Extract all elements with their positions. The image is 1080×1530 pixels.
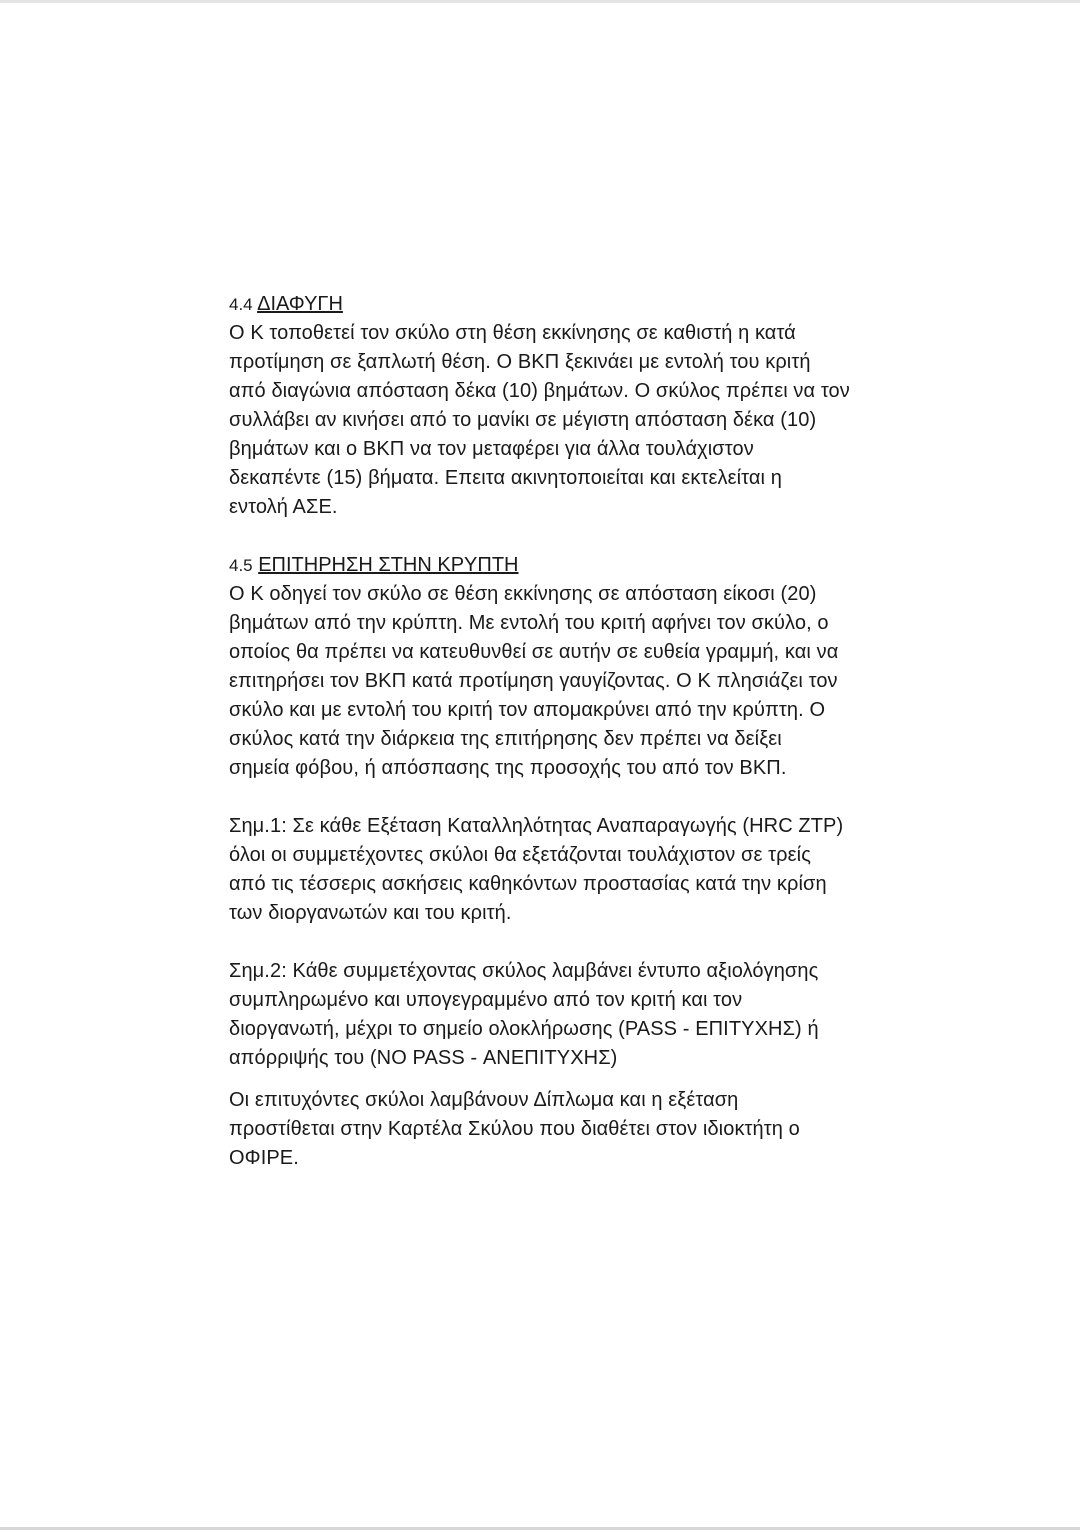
body-line: προτίμηση σε ξαπλωτή θέση. Ο ΒΚΠ ξεκινάει με εντολή του κριτή [229, 351, 811, 373]
section-number: 4.4 [229, 295, 253, 314]
document-page [229, 290, 909, 1173]
note-1 [229, 812, 909, 928]
body-line: σημεία φόβου, ή απόσπασης της προσοχής του από τον ΒΚΠ. [229, 757, 787, 779]
section-4-5 [229, 551, 909, 783]
section-number: 4.5 [229, 556, 253, 575]
body-line: Ο Κ οδηγεί τον σκύλο σε θέση εκκίνησης σε απόσταση είκοσι (20) [229, 583, 817, 605]
note-line: Σημ.1: Σε κάθε Εξέταση Καταλληλότητας Αναπαραγωγής (HRC ZTP) [229, 815, 844, 837]
closing-line: ΟΦΙΡΕ. [229, 1147, 299, 1169]
body-line: δεκαπέντε (15) βήματα. Επειτα ακινητοποιείται και εκτελείται η [229, 467, 782, 489]
section-body [229, 580, 909, 783]
page-top-edge [0, 0, 1080, 3]
body-line: βημάτων από την κρύπτη. Με εντολή του κριτή αφήνει τον σκύλο, ο [229, 612, 829, 634]
body-line: σκύλος κατά την διάρκεια της επιτήρησης δεν πρέπει να δείξει [229, 728, 782, 750]
section-title: ΕΠΙΤΗΡΗΣΗ ΣΤΗΝ ΚΡΥΠΤΗ [258, 554, 519, 576]
body-line: επιτηρήσει τον ΒΚΠ κατά προτίμηση γαυγίζοντας. Ο Κ πλησιάζει τον [229, 670, 838, 692]
body-line: από διαγώνια απόσταση δέκα (10) βημάτων. Ο σκύλος πρέπει να τον [229, 380, 850, 402]
body-line: συλλάβει αν κινήσει από το μανίκι σε μέγιστη απόσταση δέκα (10) [229, 409, 817, 431]
closing-paragraph [229, 1086, 909, 1173]
closing-body [229, 1086, 909, 1173]
note-body [229, 957, 909, 1073]
note-2 [229, 957, 909, 1073]
body-line: σκύλο και με εντολή του κριτή τον απομακρύνει από την κρύπτη. Ο [229, 699, 826, 721]
body-line: βημάτων και ο ΒΚΠ να τον μεταφέρει για άλλα τουλάχιστον [229, 438, 754, 460]
body-line: οποίος θα πρέπει να κατευθυνθεί σε αυτήν σε ευθεία γραμμή, και να [229, 641, 839, 663]
note-line: διοργανωτή, μέχρι το σημείο ολοκλήρωσης (PASS - ΕΠΙΤΥΧΗΣ) ή [229, 1018, 819, 1040]
note-line: συμπληρωμένο και υπογεγραμμένο από τον κριτή και τον [229, 989, 743, 1011]
section-body [229, 319, 909, 522]
note-body [229, 812, 909, 928]
note-line: Σημ.2: Κάθε συμμετέχοντας σκύλος λαμβάνει έντυπο αξιολόγησης [229, 960, 819, 982]
body-line: Ο Κ τοποθετεί τον σκύλο στη θέση εκκίνησης σε καθιστή η κατά [229, 322, 796, 344]
note-line: από τις τέσσερις ασκήσεις καθηκόντων προστασίας κατά την κρίση [229, 873, 827, 895]
section-heading [229, 290, 909, 319]
note-line: όλοι οι συμμετέχοντες σκύλοι θα εξετάζονται τουλάχιστον σε τρείς [229, 844, 811, 866]
note-line: των διοργανωτών και του κριτή. [229, 902, 512, 924]
note-line: απόρριψής του (NO PASS - ΑΝΕΠΙΤΥΧΗΣ) [229, 1047, 618, 1069]
closing-line: προστίθεται στην Καρτέλα Σκύλου που διαθέτει στον ιδιοκτήτη ο [229, 1118, 800, 1140]
section-heading [229, 551, 909, 580]
closing-line: Οι επιτυχόντες σκύλοι λαμβάνουν Δίπλωμα και η εξέταση [229, 1089, 739, 1111]
section-title: ΔΙΑΦΥΓΗ [257, 293, 343, 315]
section-4-4 [229, 290, 909, 522]
body-line: εντολή ΑΣΕ. [229, 496, 338, 518]
